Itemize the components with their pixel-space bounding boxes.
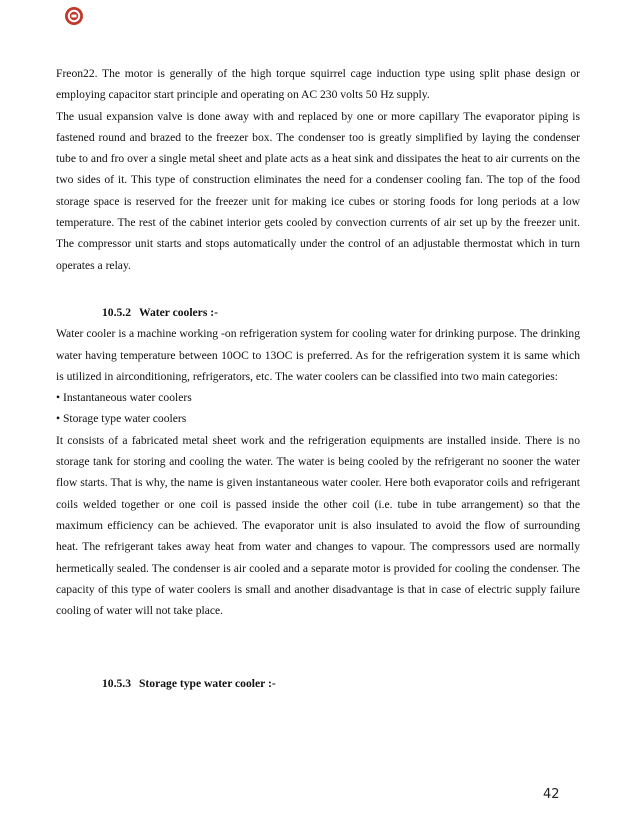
section-title: Water coolers :- [138, 305, 218, 319]
paragraph-water-cooler-intro: Water cooler is a machine working -on refrigeration system for cooling water for drinking purpose. The drinking water having temperature between 10OC to 13OC is preferred. As for the refrigeration system it is same which is utilized in airconditioning, refrigerators, etc. The water coolers can be classified into two main categories: [56, 327, 580, 383]
bullet-item: • Instantaneous water coolers [56, 391, 192, 405]
section-heading-storage-cooler [56, 673, 580, 694]
page-number: 42 [543, 787, 560, 802]
document-body [56, 63, 580, 695]
paragraph-freon-motor: Freon22. The motor is generally of the high torque squirrel cage induction type using split phase design or employing capacitor start principle and operating on AC 230 volts 50 Hz supply. [56, 67, 580, 102]
bullet-item: • Storage type water coolers [56, 412, 187, 426]
paragraph-expansion-valve: The usual expansion valve is done away with and replaced by one or more capillary The evaporator piping is fastened round and brazed to the freezer box. The condenser too is greatly simplified by laying the condenser tube to and fro over a single metal sheet and plate acts as a heat sink and dissipates the heat to air currents on the two sides of it. This type of construction eliminates the need for a condenser cooling fan. The top of the food storage space is reserved for the freezer unit for making ice cubes or storing foods for long periods at a low temperature. The rest of the cabinet interior gets cooled by convection currents of air set up by the freezer unit. The compressor unit starts and stops automatically under the control of an adjustable thermostat which in turn operates a relay. [56, 109, 580, 272]
section-number: 10.5.2 [102, 305, 131, 319]
section-number: 10.5.3 [102, 677, 131, 691]
section-title: Storage type water cooler :- [138, 677, 276, 691]
paragraph-instantaneous-cooler: It consists of a fabricated metal sheet work and the refrigeration equipments are installed inside. There is no storage tank for storing and cooling the water. The water is being cooled by the refrigerant no sooner the water flow starts. That is why, the name is given instantaneous water cooler. Here both evaporator coils and refrigerant coils welded together or one coil is passed inside the other coil (i.e. tube in tube arrangement) so that the maximum efficiency can be achieved. The evaporator unit is also insulated to avoid the flow of surrounding heat. The refrigerant takes away heat from water and changes to vapour. The compressors used are normally hermetically sealed. The condenser is air cooled and a separate motor is provided for cooling the condenser. The capacity of this type of water coolers is small and another disadvantage is that in case of electric supply failure cooling of water will not take place. [56, 433, 580, 618]
circular-emblem-icon [64, 6, 84, 26]
section-heading-water-coolers [56, 302, 580, 323]
